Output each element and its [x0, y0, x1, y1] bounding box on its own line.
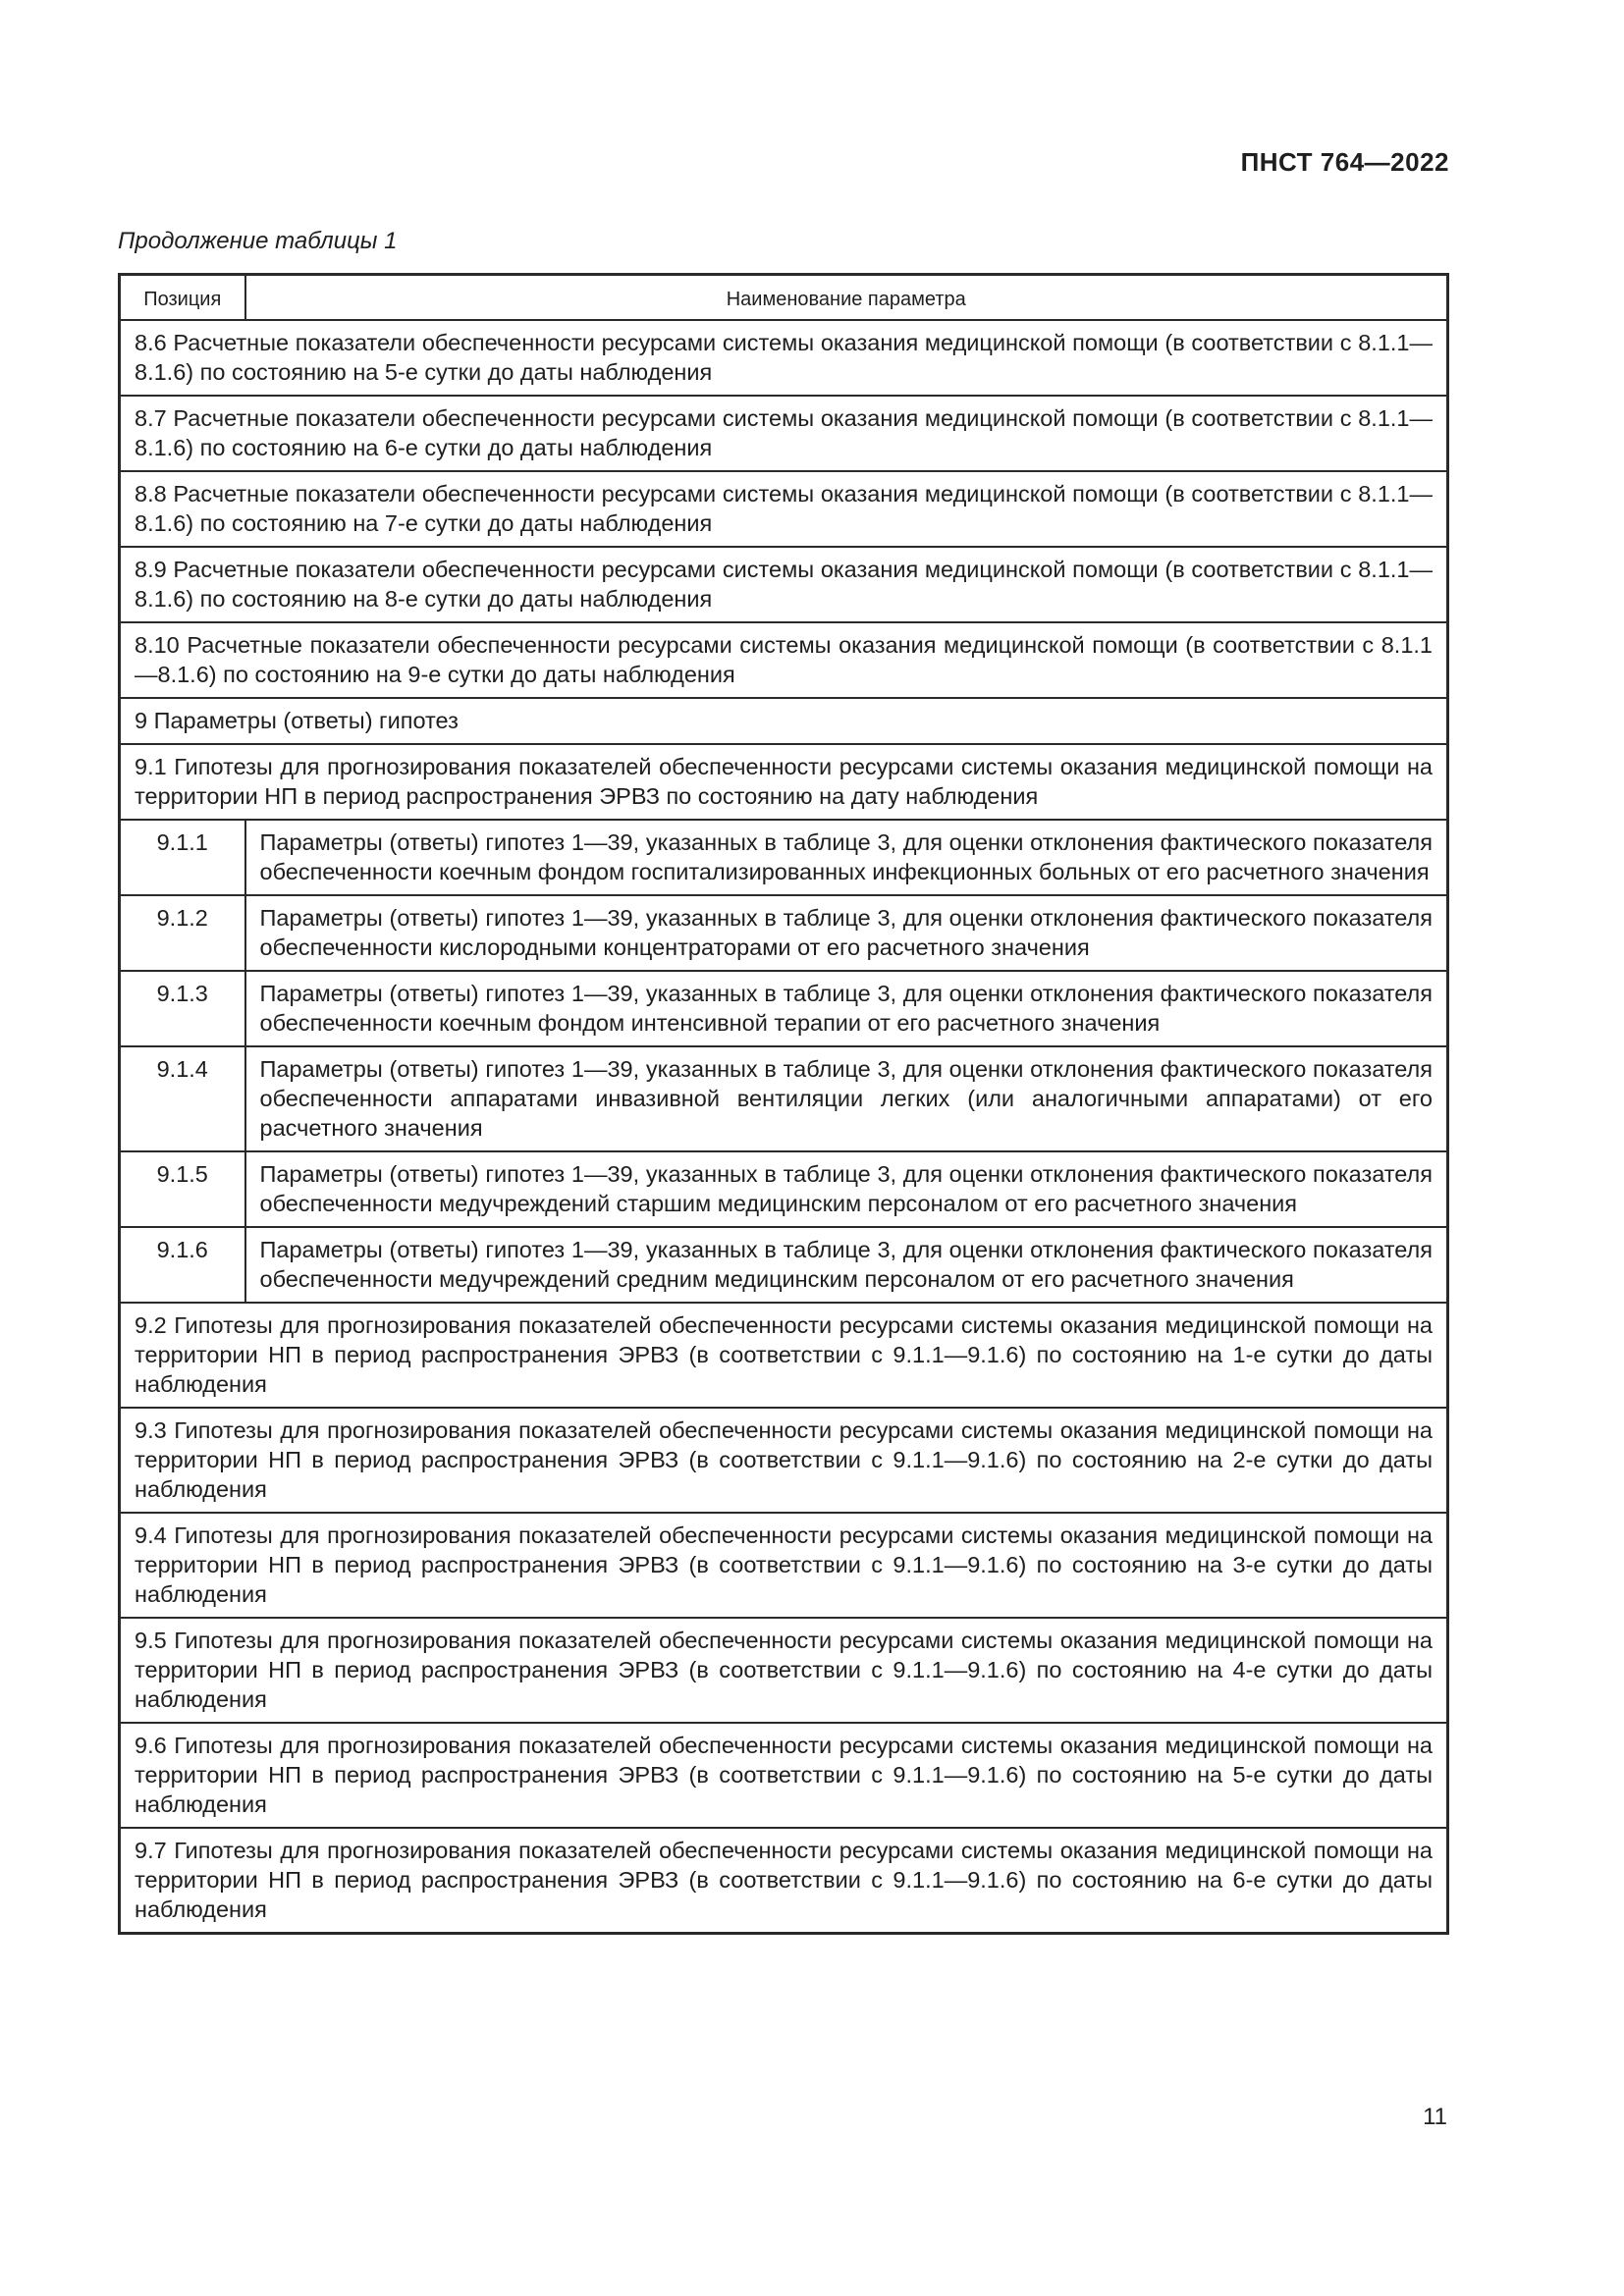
row-text: 9.4 Гипотезы для прогнозирования показателей обеспеченности ресурсами системы оказания медицинской помощи на территории НП в период распространения ЭРВЗ (в соответствии с 9.1.1—9.1.6) по состоянию на 3-е сутки до даты наблюдения — [120, 1513, 1448, 1618]
table-body — [120, 320, 1448, 1934]
row-text: Параметры (ответы) гипотез 1—39, указанных в таблице 3, для оценки отклонения фактического показателя обеспеченности медучреждений старшим медицинским персоналом от его расчетного значения — [245, 1151, 1448, 1227]
table-row — [120, 744, 1448, 820]
row-text: 8.6 Расчетные показатели обеспеченности ресурсами системы оказания медицинской помощи (в соответствии с 8.1.1—8.1.6) по состоянию на 5-е сутки до даты наблюдения — [120, 320, 1448, 396]
table-row — [120, 547, 1448, 622]
table-row — [120, 1723, 1448, 1828]
row-position: 9.1.5 — [120, 1151, 245, 1227]
row-text: 9.1 Гипотезы для прогнозирования показателей обеспеченности ресурсами системы оказания медицинской помощи на территории НП в период распространения ЭРВЗ по состоянию на дату наблюдения — [120, 744, 1448, 820]
row-text: 9.3 Гипотезы для прогнозирования показателей обеспеченности ресурсами системы оказания медицинской помощи на территории НП в период распространения ЭРВЗ (в соответствии с 9.1.1—9.1.6) по состоянию на 2-е сутки до даты наблюдения — [120, 1408, 1448, 1513]
row-text: 8.8 Расчетные показатели обеспеченности ресурсами системы оказания медицинской помощи (в соответствии с 8.1.1—8.1.6) по состоянию на 7-е сутки до даты наблюдения — [120, 471, 1448, 547]
row-text: Параметры (ответы) гипотез 1—39, указанных в таблице 3, для оценки отклонения фактического показателя обеспеченности аппаратами инвазивной вентиляции легких (или аналогичными аппаратами) от его расчетного значения — [245, 1046, 1448, 1151]
row-text: Параметры (ответы) гипотез 1—39, указанных в таблице 3, для оценки отклонения фактического показателя обеспеченности кислородными концентраторами от его расчетного значения — [245, 895, 1448, 971]
row-text: 9.2 Гипотезы для прогнозирования показателей обеспеченности ресурсами системы оказания медицинской помощи на территории НП в период распространения ЭРВЗ (в соответствии с 9.1.1—9.1.6) по состоянию на 1-е сутки до даты наблюдения — [120, 1303, 1448, 1408]
table-row — [120, 1303, 1448, 1408]
row-position: 9.1.6 — [120, 1227, 245, 1303]
table-row — [120, 895, 1448, 971]
table-row — [120, 820, 1448, 895]
table-row — [120, 1151, 1448, 1227]
row-text: Параметры (ответы) гипотез 1—39, указанных в таблице 3, для оценки отклонения фактического показателя обеспеченности коечным фондом интенсивной терапии от его расчетного значения — [245, 971, 1448, 1046]
parameters-table — [118, 273, 1449, 1935]
row-text: 9.5 Гипотезы для прогнозирования показателей обеспеченности ресурсами системы оказания медицинской помощи на территории НП в период распространения ЭРВЗ (в соответствии с 9.1.1—9.1.6) по состоянию на 4-е сутки до даты наблюдения — [120, 1618, 1448, 1723]
row-position: 9.1.2 — [120, 895, 245, 971]
table-row — [120, 320, 1448, 396]
table-row — [120, 1227, 1448, 1303]
table-row — [120, 622, 1448, 698]
table-row — [120, 1618, 1448, 1723]
table-continuation-label: Продолжение таблицы 1 — [118, 228, 398, 254]
table-row — [120, 971, 1448, 1046]
row-text: 8.9 Расчетные показатели обеспеченности ресурсами системы оказания медицинской помощи (в соответствии с 8.1.1—8.1.6) по состоянию на 8-е сутки до даты наблюдения — [120, 547, 1448, 622]
column-header-position: Позиция — [120, 275, 245, 321]
row-text: Параметры (ответы) гипотез 1—39, указанных в таблице 3, для оценки отклонения фактического показателя обеспеченности медучреждений средним медицинским персоналом от его расчетного значения — [245, 1227, 1448, 1303]
page-number: 11 — [1423, 2104, 1447, 2130]
row-text: 8.10 Расчетные показатели обеспеченности ресурсами системы оказания медицинской помощи (в соответствии с 8.1.1—8.1.6) по состоянию на 9-е сутки до даты наблюдения — [120, 622, 1448, 698]
table-row — [120, 1408, 1448, 1513]
row-position: 9.1.1 — [120, 820, 245, 895]
table-row — [120, 471, 1448, 547]
row-text: 9.7 Гипотезы для прогнозирования показателей обеспеченности ресурсами системы оказания медицинской помощи на территории НП в период распространения ЭРВЗ (в соответствии с 9.1.1—9.1.6) по состоянию на 6-е сутки до даты наблюдения — [120, 1828, 1448, 1934]
row-text: Параметры (ответы) гипотез 1—39, указанных в таблице 3, для оценки отклонения фактического показателя обеспеченности коечным фондом госпитализированных инфекционных больных от его расчетного значения — [245, 820, 1448, 895]
row-position: 9.1.4 — [120, 1046, 245, 1151]
document-code: ПНСТ 764—2022 — [1240, 147, 1449, 177]
table-row — [120, 396, 1448, 471]
row-text: 9 Параметры (ответы) гипотез — [120, 698, 1448, 744]
table-header-row — [120, 275, 1448, 321]
row-position: 9.1.3 — [120, 971, 245, 1046]
table-row — [120, 1513, 1448, 1618]
table-row — [120, 1828, 1448, 1934]
table-row — [120, 698, 1448, 744]
table-row — [120, 1046, 1448, 1151]
row-text: 9.6 Гипотезы для прогнозирования показателей обеспеченности ресурсами системы оказания медицинской помощи на территории НП в период распространения ЭРВЗ (в соответствии с 9.1.1—9.1.6) по состоянию на 5-е сутки до даты наблюдения — [120, 1723, 1448, 1828]
column-header-parameter: Наименование параметра — [245, 275, 1448, 321]
row-text: 8.7 Расчетные показатели обеспеченности ресурсами системы оказания медицинской помощи (в соответствии с 8.1.1—8.1.6) по состоянию на 6-е сутки до даты наблюдения — [120, 396, 1448, 471]
